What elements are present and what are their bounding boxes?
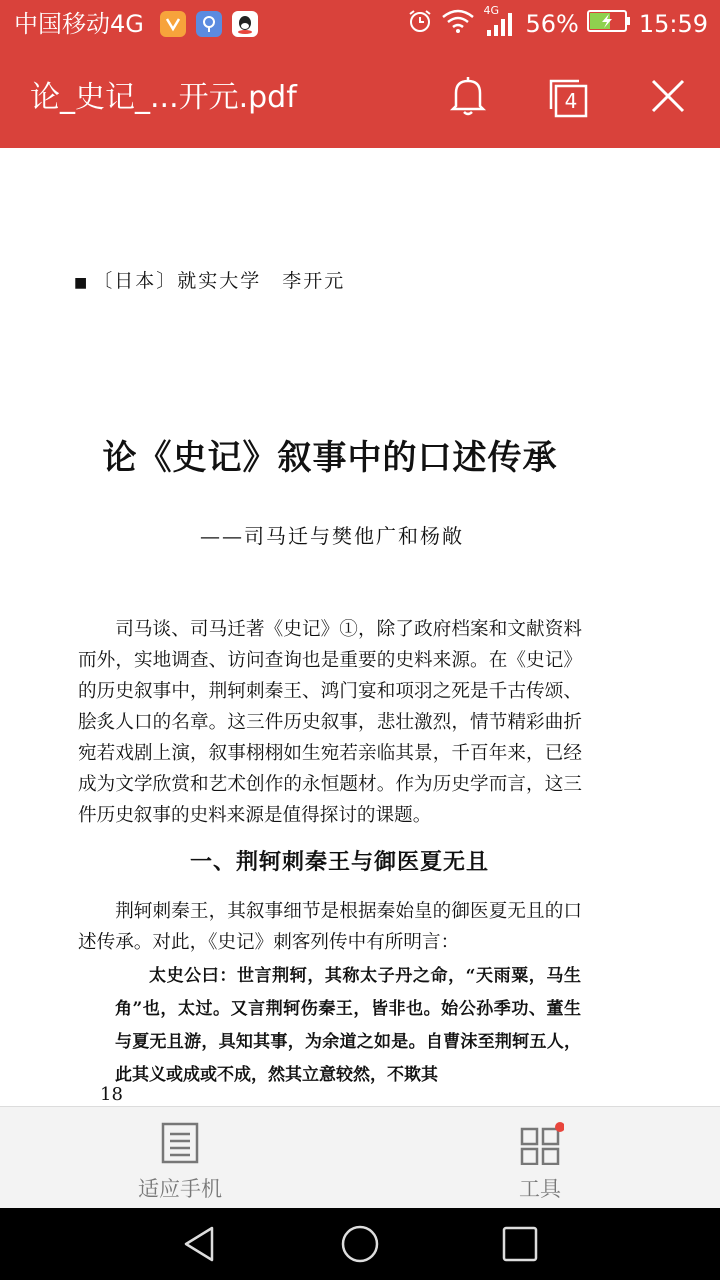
article-subtitle: ——司马迁与樊他广和杨敞 (200, 524, 464, 548)
alarm-icon (407, 8, 433, 40)
battery-percent: 56% (525, 10, 579, 38)
tools-label: 工具 (519, 1177, 561, 1201)
author-line (74, 266, 345, 293)
document-fit-icon (160, 1121, 200, 1165)
body-paragraph-1: 司马谈、司马迁著《史记》①，除了政府档案和文献资料而外，实地调查、访问查询也是重要的史料来源。在《史记》的历史叙事中，荆轲刺秦王、鸿门宴和项羽之死是千古传颂、脍炙人口的名章。这三件历史叙事，悲壮激烈，情节精彩曲折宛若戏剧上演，叙事栩栩如生宛若亲临其景，千百年来，已经成为文学欣赏和艺术创作的永恒题材。作为历史学而言，这三件历史叙事的史料来源是值得探讨的课题。 (78, 619, 582, 826)
notification-app-icon-orange (160, 11, 186, 37)
clock-time: 15:59 (638, 10, 708, 38)
page-number: 18 (100, 1084, 123, 1105)
back-triangle-icon (180, 1249, 220, 1268)
recents-square-icon (500, 1249, 540, 1268)
article-title: 论《史记》叙事中的口述传承 (102, 438, 558, 478)
block-quote (115, 960, 581, 1092)
notification-qq-icon (232, 11, 258, 37)
tools-button[interactable] (450, 1107, 630, 1209)
close-icon (650, 78, 686, 118)
system-nav-bar (0, 1208, 720, 1280)
author-mark: ■ (74, 275, 90, 291)
tools-grid-icon (520, 1121, 560, 1165)
fit-phone-label: 适应手机 (138, 1177, 222, 1201)
tabs-button[interactable] (538, 68, 598, 128)
fit-phone-button[interactable] (90, 1107, 270, 1209)
status-bar (0, 0, 720, 48)
body-paragraph-2: 荆轲刺秦王，其叙事细节是根据秦始皇的御医夏无且的口述传承。对此，《史记》刺客列传中有所明言： (78, 901, 582, 953)
tabs-icon (547, 77, 589, 119)
document-title: 论_史记_...开元.pdf (30, 80, 297, 115)
notification-app-icon-location (196, 11, 222, 37)
network-type-label: 4G (483, 4, 500, 17)
pdf-page[interactable] (0, 148, 720, 1106)
pdf-toolbar (0, 48, 720, 148)
quote-text: 太史公曰：世言荆轲，其称太子丹之命，“天雨粟，马生角”也，太过。又言荆轲伤秦王，皆非也。始公孙季功、董生与夏无且游，具知其事，为余道之如是。自曹沫至荆轲五人，此其义或成或不成，然其立意较然，不欺其 (115, 966, 581, 1085)
cell-signal-icon (483, 4, 517, 38)
carrier-label: 中国移动4G (14, 10, 144, 38)
author-name: 〔日本〕就实大学 李开元 (93, 270, 346, 292)
section-heading: 一、荆轲刺秦王与御医夏无且 (190, 849, 490, 875)
home-circle-icon (340, 1249, 380, 1268)
bell-icon (448, 74, 488, 122)
bottom-action-bar (0, 1106, 720, 1209)
nav-recents-button[interactable] (500, 1224, 540, 1264)
notification-button[interactable] (438, 68, 498, 128)
battery-charging-icon (587, 8, 631, 40)
tab-count: 4 (564, 89, 578, 113)
close-button[interactable] (638, 68, 698, 128)
nav-back-button[interactable] (180, 1224, 220, 1264)
wifi-icon (441, 8, 475, 40)
nav-home-button[interactable] (340, 1224, 380, 1264)
